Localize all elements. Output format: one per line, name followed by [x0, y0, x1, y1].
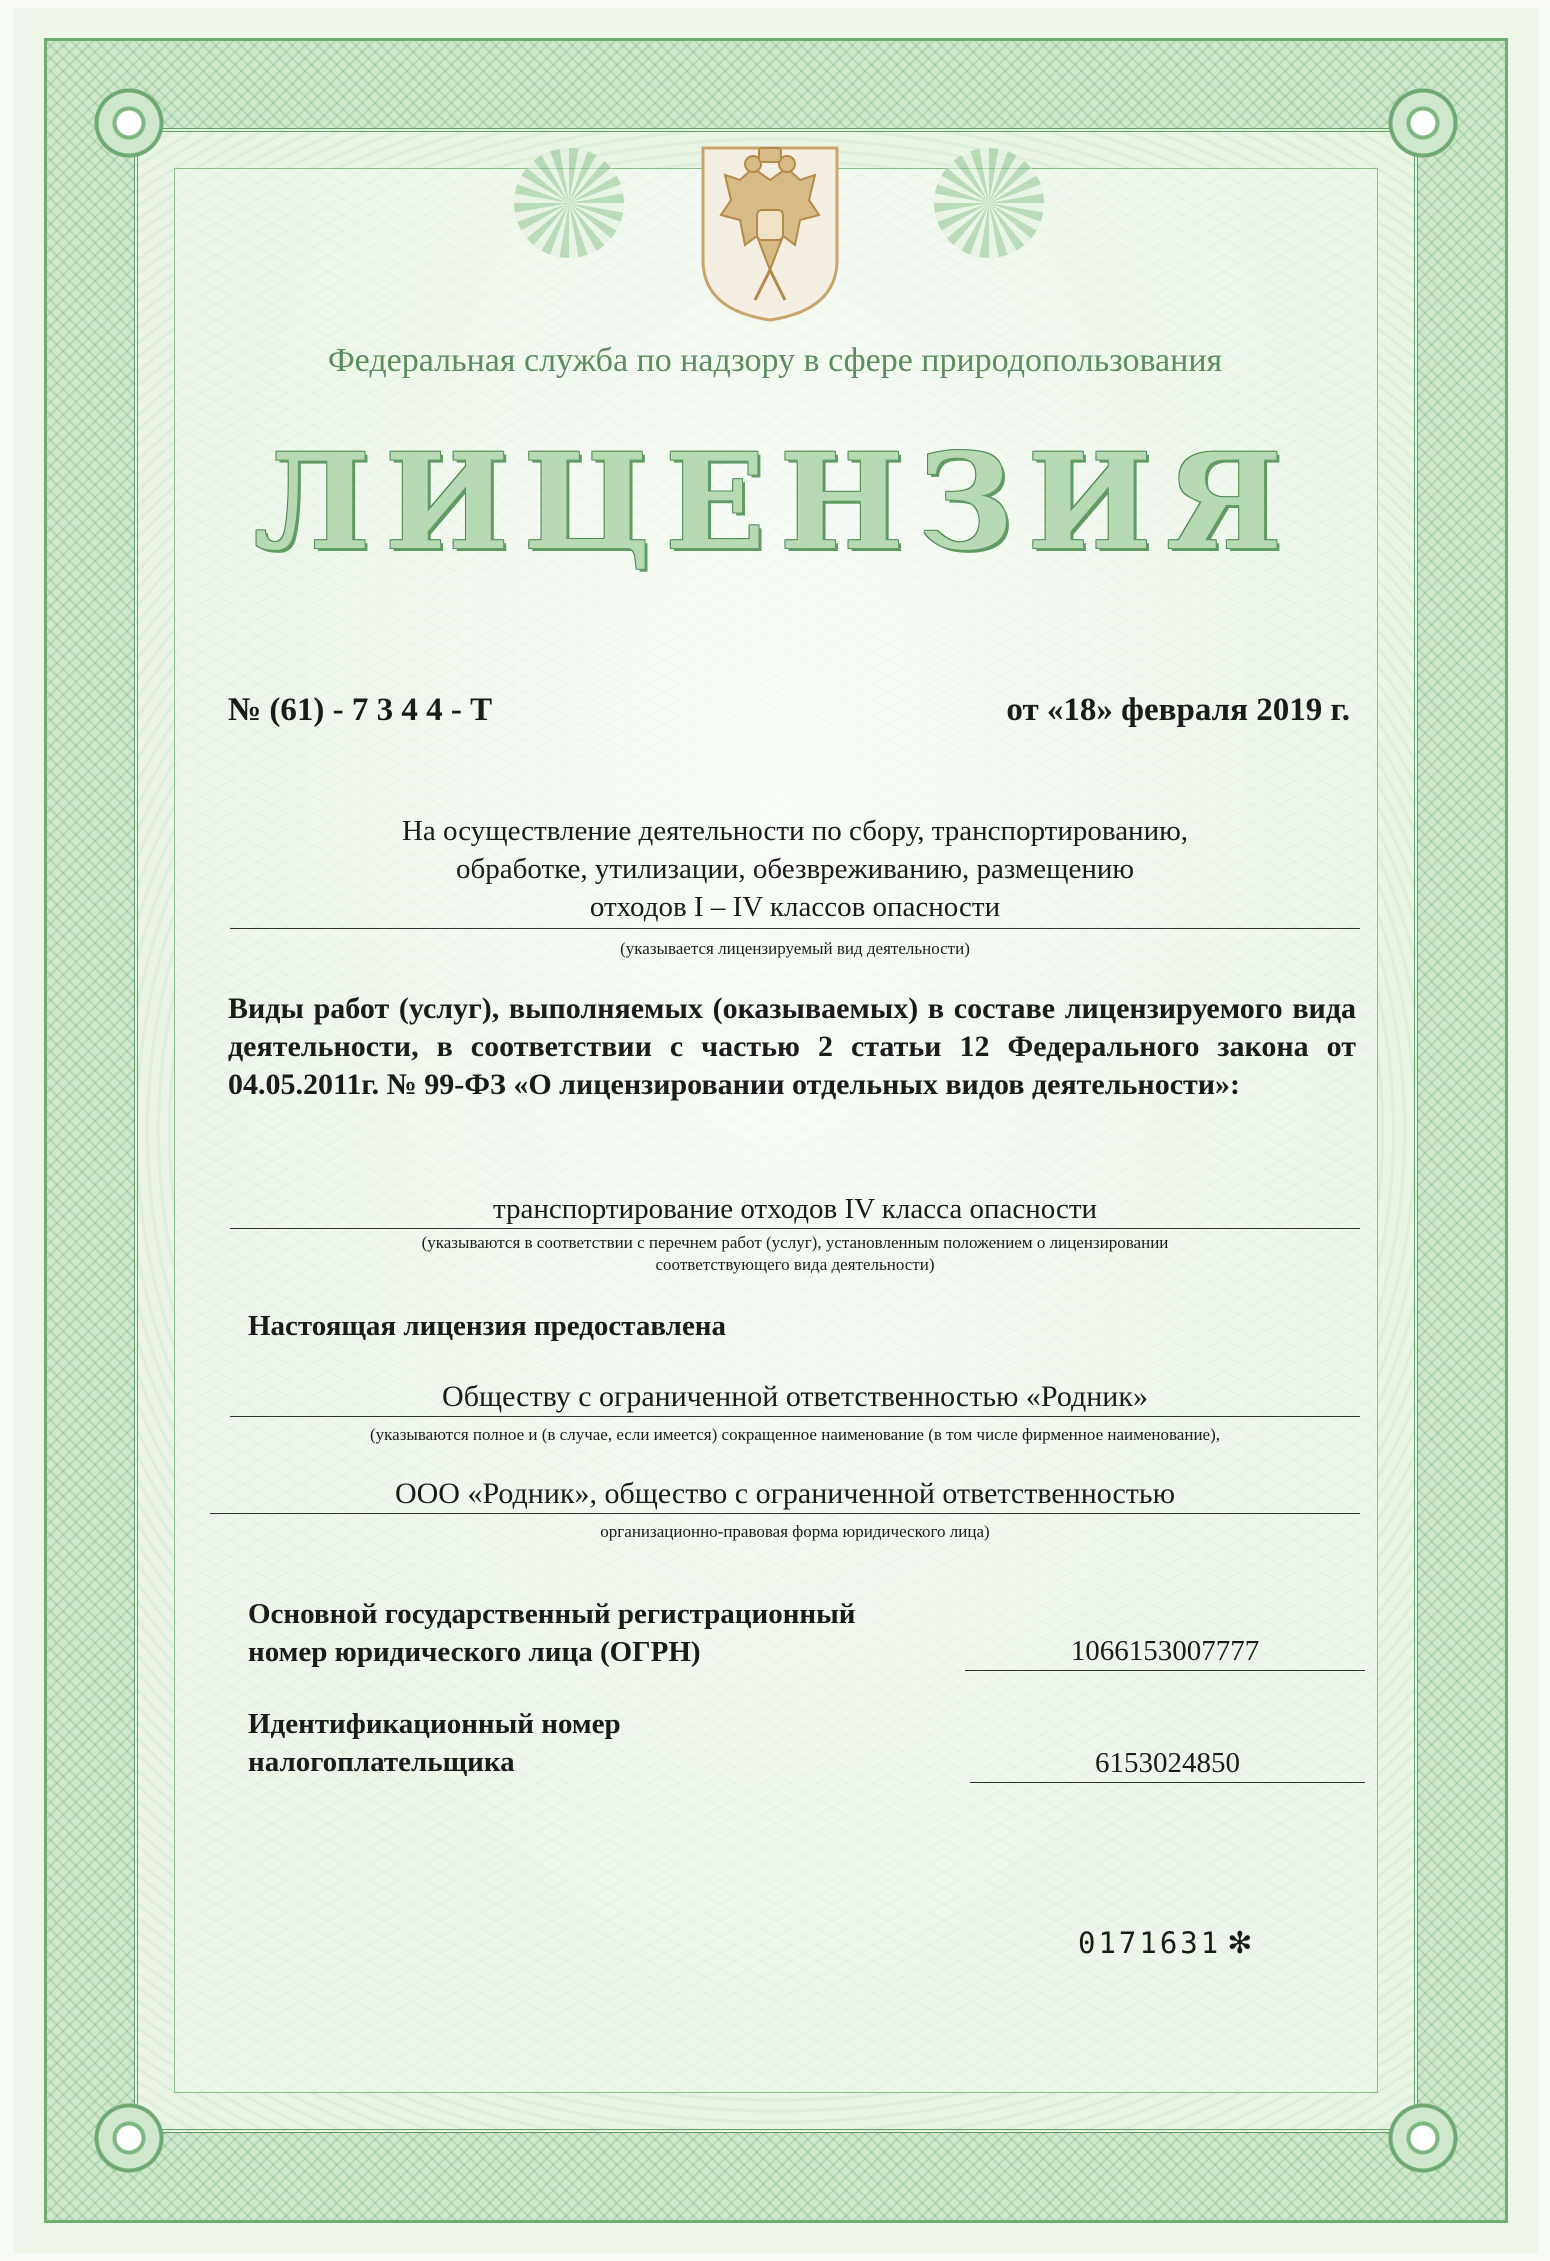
works-hint-line-2: соответствующего вида деятельности) — [655, 1255, 935, 1274]
ogrn-value: 1066153007777 — [965, 1635, 1365, 1671]
inn-value: 6153024850 — [970, 1747, 1365, 1783]
organization-short-name-hint: организационно-правовая форма юридического лица) — [600, 1522, 990, 1541]
blank-serial-number — [1078, 1926, 1255, 1961]
works-hint — [230, 1232, 1360, 1276]
works-value: транспортирование отходов IV класса опасности — [230, 1193, 1360, 1229]
granted-label: Настоящая лицензия предоставлена — [248, 1310, 727, 1342]
licensed-activity — [230, 812, 1360, 929]
activity-line-3: отходов I – IV классов опасности — [230, 888, 1360, 929]
organization-full-name-hint: (указываются полное и (в случае, если имеется) сокращенное наименование (в том числе фирменное наименование), — [370, 1425, 1220, 1444]
issuing-agency: Федеральная служба по надзору в сфере природопользования — [327, 342, 1223, 379]
serial-star-icon: ✻ — [1227, 1926, 1256, 1961]
inn-label-line-2: налогоплательщика — [248, 1746, 515, 1778]
inn-label — [248, 1705, 621, 1781]
organization-full-name: Обществу с ограниченной ответственностью «Родник» — [230, 1380, 1360, 1417]
activity-line-2: обработке, утилизации, обезвреживанию, размещению — [455, 853, 1135, 885]
activity-hint: (указывается лицензируемый вид деятельности) — [620, 939, 970, 958]
organization-short-name: ООО «Родник», общество с ограниченной ответственностью — [210, 1477, 1360, 1514]
license-number: № (61) - 7 3 4 4 - Т — [228, 692, 493, 728]
license-date: от «18» февраля 2019 г. — [1006, 692, 1350, 728]
ogrn-label-line-2: номер юридического лица (ОГРН) — [248, 1636, 701, 1668]
coat-of-arms-emblem — [695, 140, 845, 325]
serial-number-text: 0171631 — [1078, 1926, 1222, 1960]
inn-label-line-1: Идентификационный номер — [248, 1708, 621, 1740]
activity-line-1: На осуществление деятельности по сбору, транспортированию, — [401, 815, 1189, 847]
works-paragraph: Виды работ (услуг), выполняемых (оказываемых) в составе лицензируемого вида деятельности, в соответствии с частью 2 статьи 12 Федерального закона от 04.05.2011г. № 99-ФЗ «О лицензировании отдельных видов деятельности»: — [228, 992, 1356, 1101]
works-hint-line-1: (указываются в соответствии с перечнем работ (услуг), установленным положением о лицензировании — [421, 1233, 1169, 1252]
document-title: ЛИЦЕНЗИЯ — [253, 425, 1297, 580]
ogrn-label — [248, 1595, 856, 1671]
ogrn-label-line-1: Основной государственный регистрационный — [248, 1598, 856, 1630]
